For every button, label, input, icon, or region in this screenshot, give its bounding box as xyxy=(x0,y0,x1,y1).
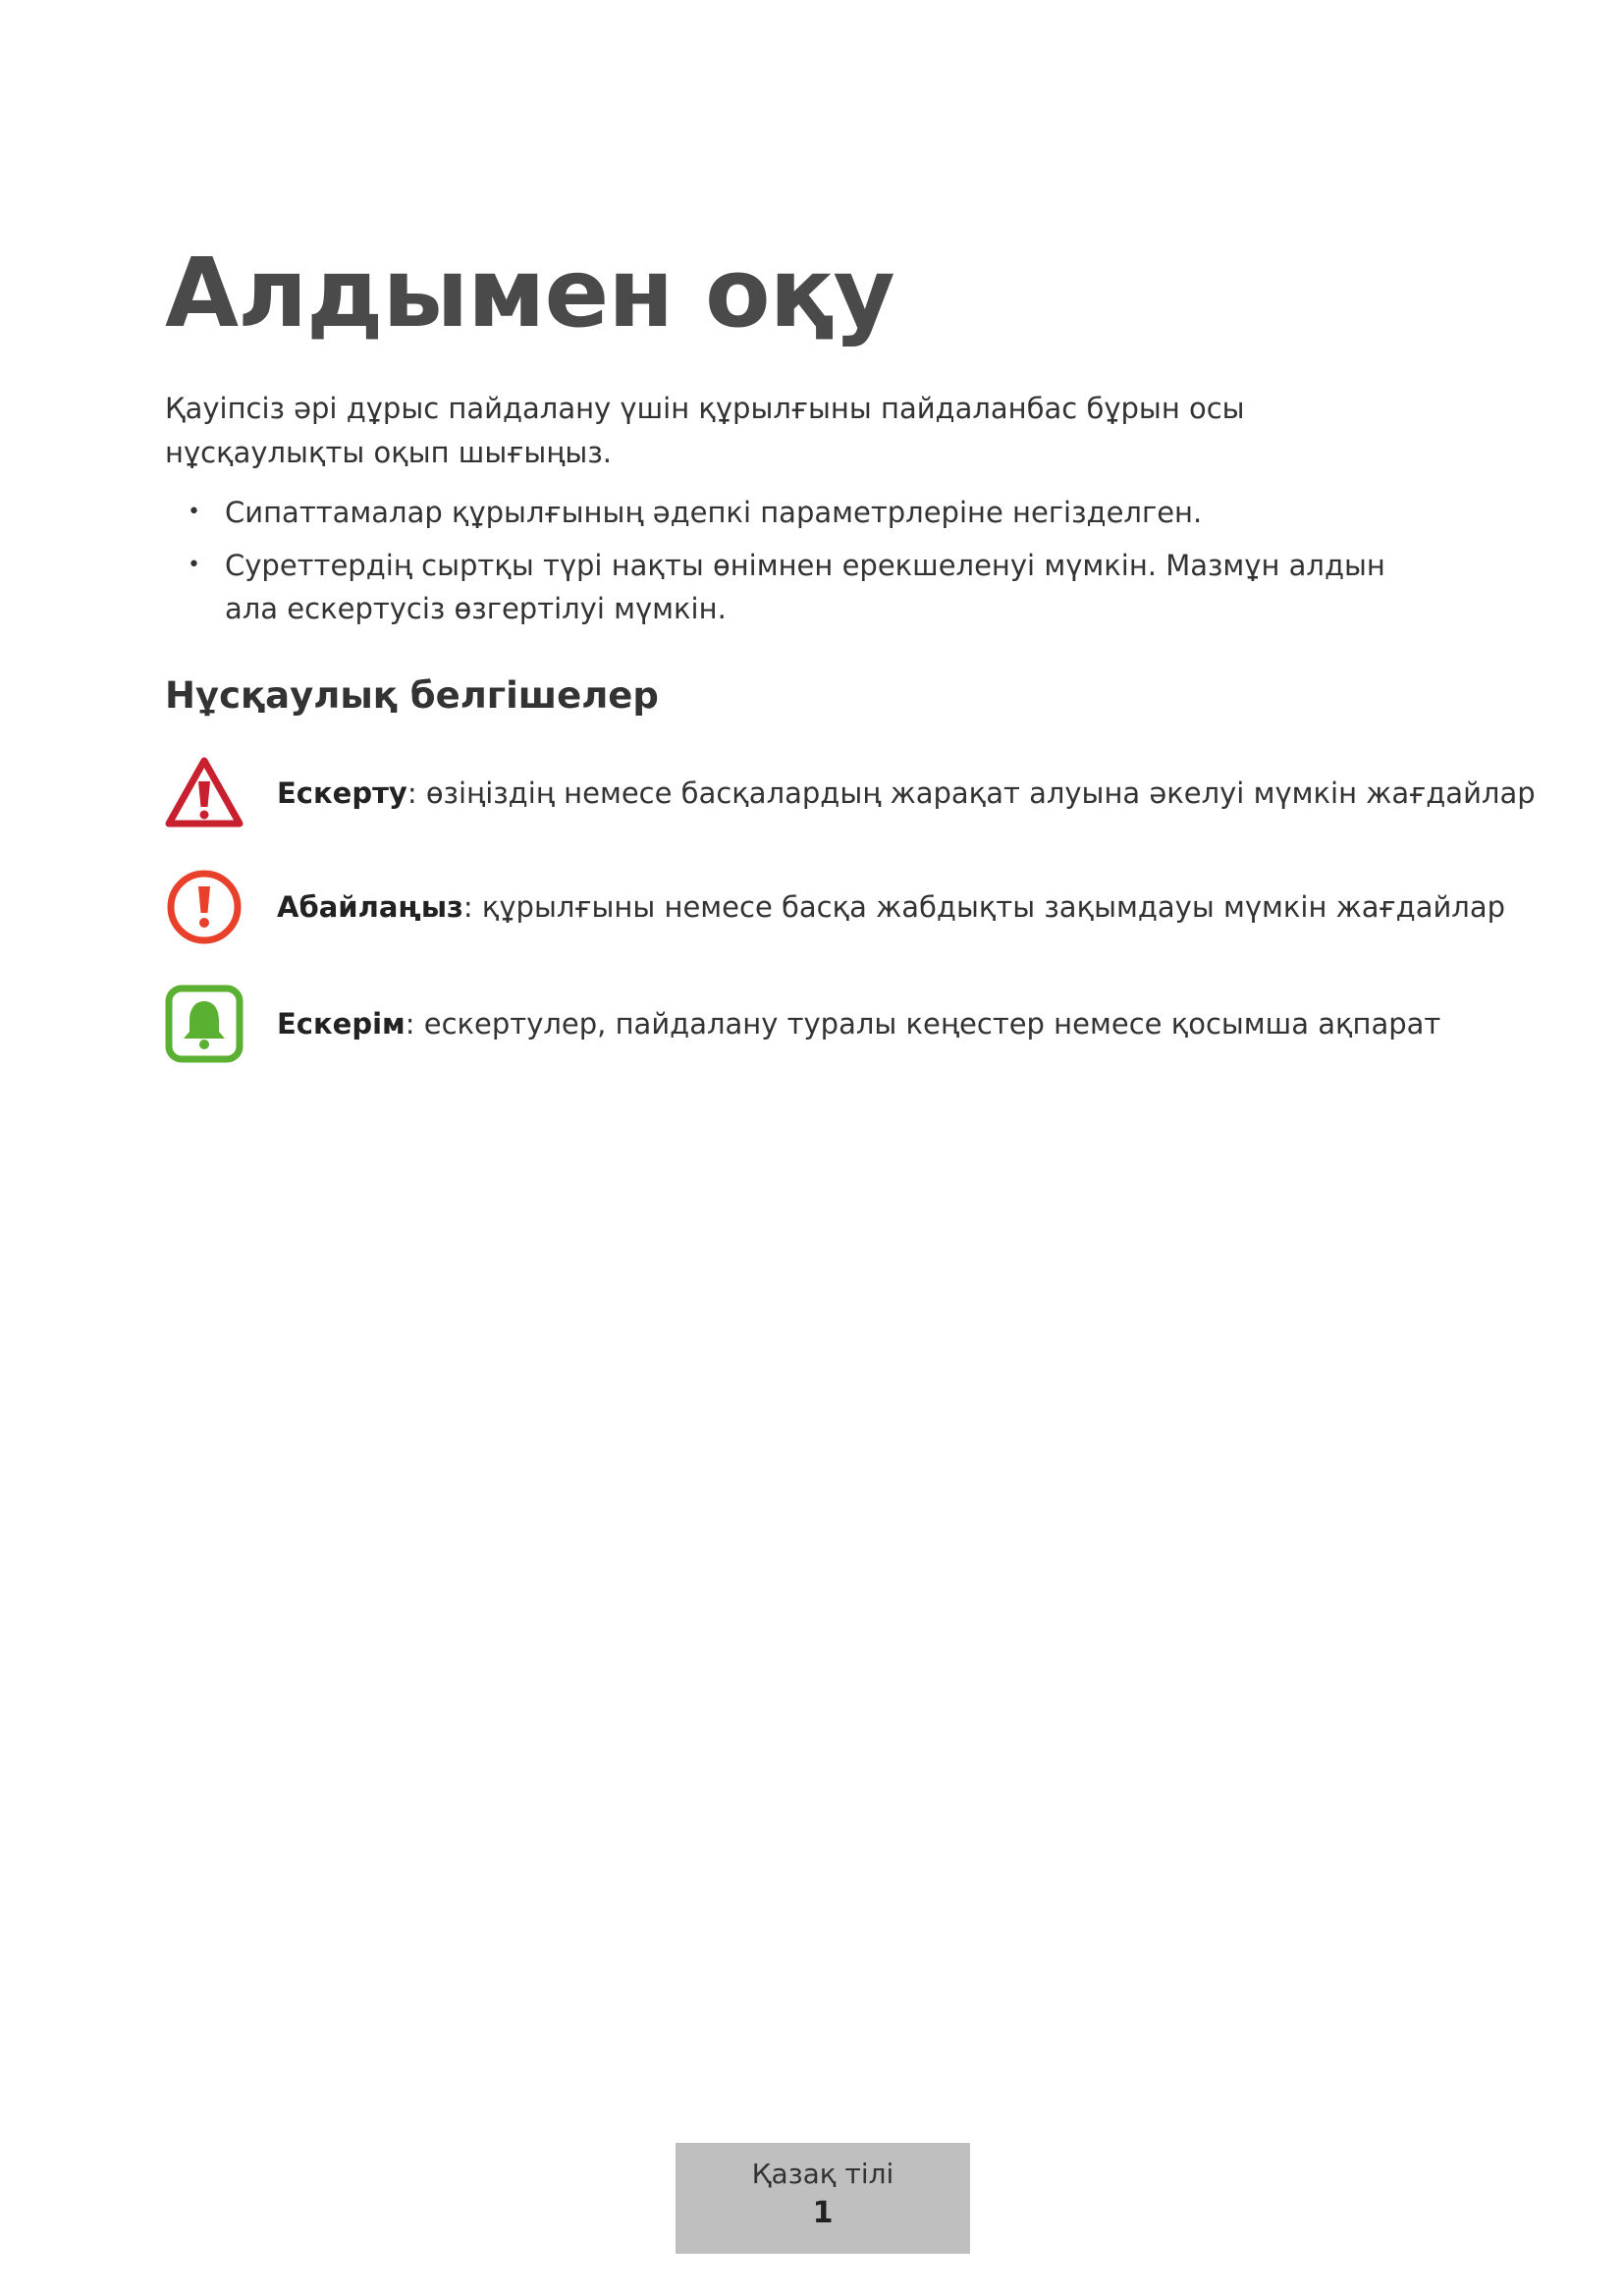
list-item-text: Сипаттамалар құрылғының әдепкі параметрлеріне негізделген. xyxy=(225,496,1203,529)
footer-language: Қазақ тілі xyxy=(751,2158,894,2190)
notice-warning-label: Ескерту xyxy=(277,776,407,810)
list-item xyxy=(165,544,1441,630)
notice-note-description: : ескертулер, пайдалану туралы кеңестер немесе қосымша ақпарат xyxy=(405,1007,1441,1041)
section-heading: Нұсқаулық белгішелер xyxy=(165,674,659,717)
page-footer xyxy=(676,2143,970,2254)
notice-warning-description: : өзіңіздің немесе басқалардың жарақат алуына әкелуі мүмкін жағдайлар xyxy=(406,776,1536,810)
notice-caution-label: Абайлаңыз xyxy=(277,890,463,924)
intro-paragraph: Қауіпсіз әрі дұрыс пайдалану үшін құрылғыны пайдаланбас бұрын осы нұсқаулықты оқып шығыңыз. xyxy=(165,392,1245,469)
notice-note-label: Ескерім xyxy=(277,1007,406,1041)
bullet-dot: • xyxy=(188,500,200,524)
notice-note xyxy=(165,985,1471,1063)
bell-icon xyxy=(165,985,244,1063)
notice-warning-text xyxy=(277,774,1536,813)
list-item-text: Суреттердің сыртқы түрі нақты өнімнен ерекшеленуі мүмкін. Мазмұн алдын ала ескертусіз өзгертілуі мүмкін. xyxy=(225,549,1385,625)
notice-note-text xyxy=(277,1004,1440,1043)
page-number: 1 xyxy=(812,2196,834,2230)
bullet-list xyxy=(165,491,1441,640)
notice-caution-text xyxy=(277,887,1505,927)
page-title: Алдымен оқу xyxy=(165,238,894,348)
notice-caution-description: : құрылғыны немесе басқа жабдықты зақымдауы мүмкін жағдайлар xyxy=(462,890,1506,924)
notice-caution xyxy=(165,868,1506,946)
caution-circle-icon xyxy=(165,868,244,946)
notice-warning xyxy=(165,754,1536,832)
bullet-dot: • xyxy=(188,553,200,577)
list-item xyxy=(165,491,1441,534)
warning-triangle-icon xyxy=(165,754,244,832)
